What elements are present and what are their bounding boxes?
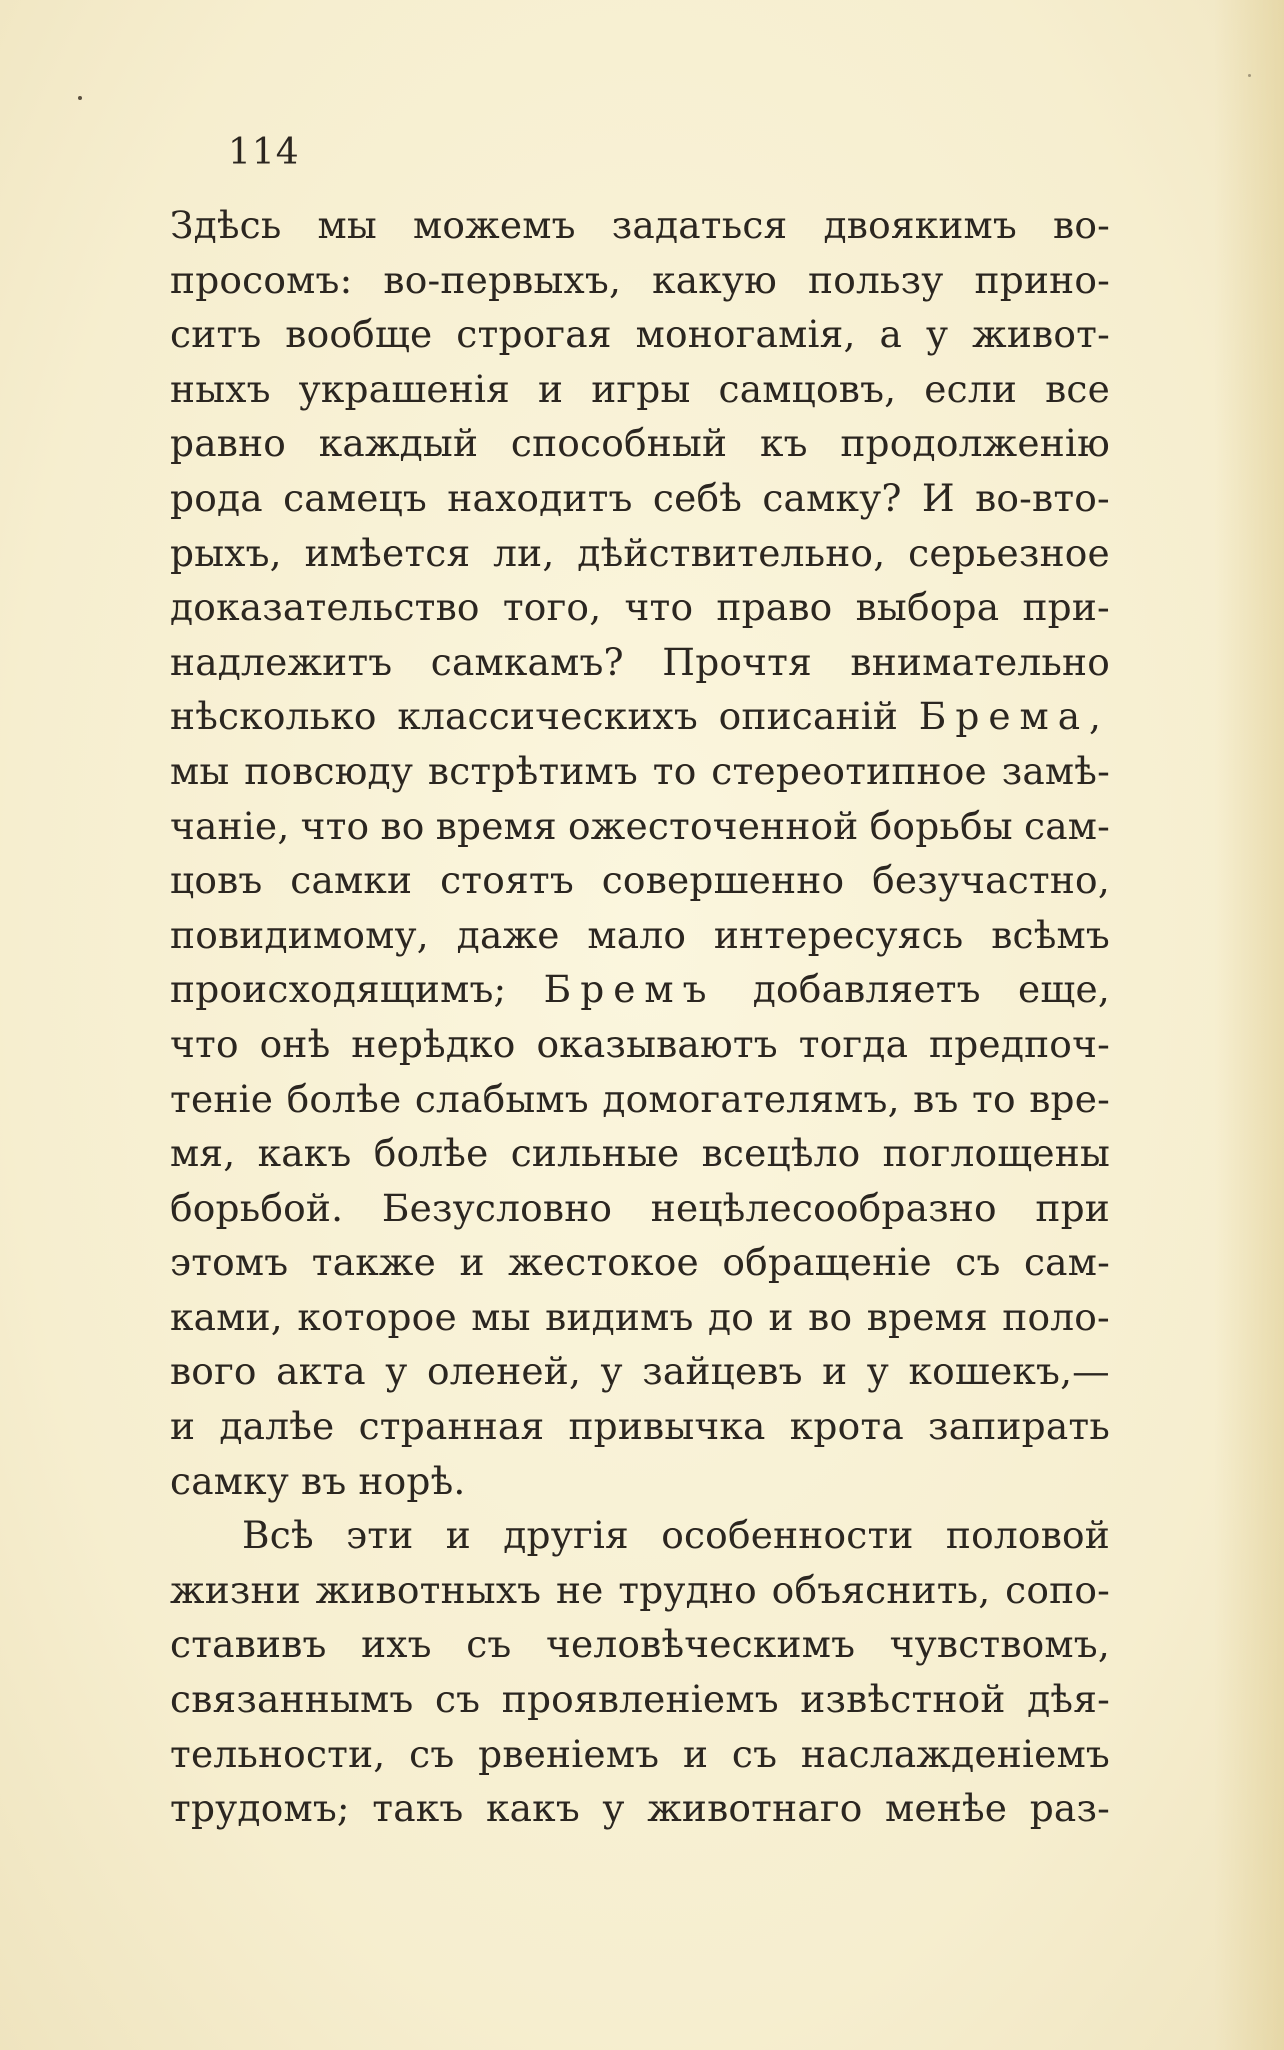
text-line [170, 1508, 1110, 1563]
word: также [311, 1240, 437, 1285]
word: право [716, 585, 833, 630]
word: тельности, [170, 1731, 386, 1776]
word: мы [170, 748, 230, 793]
word: животнаго [647, 1786, 863, 1831]
word: въ [301, 1458, 347, 1503]
text-line [170, 362, 1110, 417]
word: кошекъ,— [908, 1349, 1110, 1394]
text-line [170, 1017, 1110, 1072]
word: ныхъ [170, 366, 271, 411]
word: особенности [661, 1513, 914, 1558]
word: при- [1022, 585, 1110, 630]
word: съ [955, 1240, 1001, 1285]
word: къ [759, 421, 808, 466]
word: классическихъ [397, 694, 698, 739]
word: наслажденіемъ [800, 1731, 1110, 1776]
word: сопо- [1005, 1567, 1110, 1612]
text-line [170, 1563, 1110, 1618]
word: двоякимъ [823, 203, 1017, 247]
word: этомъ [170, 1240, 289, 1285]
text-line [170, 1344, 1110, 1399]
word: интересуясь [713, 912, 964, 957]
word: дѣйствительно, [577, 530, 886, 575]
word: равно [170, 421, 287, 466]
word: животныхъ [315, 1567, 542, 1612]
word: а [879, 312, 903, 357]
word: теніе [170, 1076, 274, 1121]
word: сам- [1024, 803, 1110, 848]
word: Здѣсь [170, 203, 282, 247]
word: мы [471, 1294, 531, 1339]
word: и [538, 366, 564, 411]
word: даже [456, 912, 560, 957]
word: что [300, 803, 370, 848]
text-line [170, 689, 1110, 744]
word: еще, [1018, 967, 1110, 1012]
word: стереотипное [711, 748, 987, 793]
word: вообще [285, 312, 433, 357]
word: во- [1053, 203, 1110, 247]
text-line [170, 962, 1110, 1017]
word: всѣмъ [991, 912, 1110, 957]
word: крота [789, 1404, 904, 1449]
word: самкамъ? [430, 639, 624, 684]
word: Всѣ [242, 1513, 314, 1558]
text-line [170, 1072, 1110, 1127]
word: связаннымъ [170, 1677, 414, 1722]
word: и [822, 1349, 848, 1394]
word: Безусловно [381, 1185, 613, 1230]
word: въ [913, 1076, 959, 1121]
word: норѣ. [358, 1458, 466, 1503]
word: съ [466, 1622, 512, 1667]
word: во-вто- [975, 475, 1110, 520]
word: раз- [1029, 1786, 1110, 1831]
word: себѣ [652, 475, 743, 520]
word: и [459, 1240, 485, 1285]
word: зайцевъ [642, 1349, 803, 1394]
word: вре- [1029, 1076, 1110, 1121]
word: замѣ- [1001, 748, 1110, 793]
word: борьбы [869, 803, 1013, 848]
word: нѣсколько [170, 694, 377, 739]
word: игры [591, 366, 691, 411]
word: самки [290, 858, 413, 903]
text-line [170, 307, 1110, 362]
word: прино- [974, 257, 1110, 302]
word: рвеніемъ [478, 1731, 660, 1776]
text-line [170, 744, 1110, 799]
word: то [972, 1076, 1016, 1121]
word: надлежитъ [170, 639, 393, 684]
text-line [170, 1399, 1110, 1454]
text-line [170, 1126, 1110, 1181]
word: происходящимъ; [170, 967, 507, 1012]
text-line [170, 526, 1110, 581]
text-line [170, 1781, 1110, 1836]
word: имѣется [304, 530, 471, 575]
word: способный [510, 421, 728, 466]
word: трудно [618, 1567, 757, 1612]
text-line [170, 1454, 1110, 1509]
word: нерѣдко [351, 1021, 516, 1066]
word: у [866, 1349, 890, 1394]
text-line [170, 635, 1110, 690]
word: предпоч- [929, 1021, 1110, 1066]
word: рыхъ, [170, 530, 282, 575]
word: половой [945, 1513, 1110, 1558]
word: если [924, 366, 1018, 411]
word: стоятъ [440, 858, 574, 903]
word: время [435, 803, 557, 848]
word: человѣческимъ [545, 1622, 856, 1667]
word: какъ [485, 1786, 580, 1831]
word: самку [170, 1458, 290, 1503]
word: трудомъ; [170, 1786, 350, 1831]
word: и [682, 1731, 709, 1776]
word: во [808, 1294, 853, 1339]
word: оленей, [427, 1349, 582, 1394]
word: можемъ [413, 203, 576, 247]
word: акта [276, 1349, 366, 1394]
word: самецъ [283, 475, 427, 520]
word: чувствомъ, [889, 1622, 1110, 1667]
text-line [170, 908, 1110, 963]
word: съ [409, 1731, 455, 1776]
word: которое [297, 1294, 457, 1339]
word: доказательство [170, 585, 480, 630]
word: до [708, 1294, 755, 1339]
body-text [170, 198, 1110, 1836]
word: все [1045, 366, 1110, 411]
text-line [170, 1617, 1110, 1672]
word: просомъ: [170, 257, 353, 302]
word: совершенно [601, 858, 845, 903]
text-line [170, 253, 1110, 308]
word: описаній [718, 694, 899, 739]
word: украшенія [298, 366, 511, 411]
word: не [555, 1567, 604, 1612]
word: ставивъ [170, 1622, 327, 1667]
word: безучастно, [872, 858, 1110, 903]
word: съ [731, 1731, 778, 1776]
text-line [170, 1672, 1110, 1727]
word: серьезное [908, 530, 1110, 575]
word: у [600, 1349, 623, 1394]
word: Прочтя [662, 639, 812, 684]
word: что [624, 585, 694, 630]
word: самку? [762, 475, 902, 520]
word: далѣе [219, 1404, 335, 1449]
word: время [866, 1294, 988, 1339]
word: чаніе, [170, 803, 290, 848]
word: цовъ [170, 858, 263, 903]
ink-speck [1248, 74, 1251, 77]
word: слабымъ [414, 1076, 589, 1121]
word: ками, [170, 1294, 283, 1339]
page-number: 114 [228, 132, 300, 173]
word: жестокое [508, 1240, 699, 1285]
word: поглощены [882, 1131, 1110, 1176]
word: во [380, 803, 425, 848]
word: странная [358, 1404, 545, 1449]
word: у [385, 1349, 408, 1394]
word: Брема, [918, 694, 1110, 739]
word: ли, [493, 530, 555, 575]
word: видимъ [545, 1294, 694, 1339]
word: самцовъ, [718, 366, 897, 411]
word: борьбой. [170, 1185, 344, 1230]
word: и [170, 1404, 196, 1449]
word: другія [503, 1513, 629, 1558]
text-line [170, 198, 1110, 253]
word: каждый [318, 421, 479, 466]
word: мя, [170, 1131, 236, 1176]
word: внимательно [850, 639, 1110, 684]
word: ситъ [170, 312, 262, 357]
word: задаться [611, 203, 788, 247]
text-line [170, 1181, 1110, 1236]
word: такъ [372, 1786, 464, 1831]
word: эти [346, 1513, 414, 1558]
word: и [445, 1513, 471, 1558]
ink-speck [78, 96, 82, 100]
word: И [921, 475, 955, 520]
text-line [170, 799, 1110, 854]
word: то [652, 748, 697, 793]
text-line [170, 1727, 1110, 1782]
word: строгая [456, 312, 612, 357]
word: дѣя- [1027, 1677, 1110, 1722]
word: онѣ [259, 1021, 331, 1066]
word: выбора [855, 585, 1000, 630]
word: рода [170, 475, 263, 520]
word: того, [502, 585, 602, 630]
word: сам- [1023, 1240, 1110, 1285]
word: моногамія, [635, 312, 856, 357]
word: болѣе [286, 1076, 402, 1121]
text-line [170, 1235, 1110, 1290]
word: пользу [808, 257, 944, 302]
word: объяснить, [771, 1567, 991, 1612]
word: и [768, 1294, 794, 1339]
text-line [170, 853, 1110, 908]
word: у [602, 1786, 625, 1831]
word: всецѣло [701, 1131, 861, 1176]
word: привычка [568, 1404, 766, 1449]
word: находитъ [447, 475, 633, 520]
word: запирать [928, 1404, 1110, 1449]
word: мы [317, 203, 377, 247]
word: какую [652, 257, 778, 302]
word: встрѣтимъ [427, 748, 638, 793]
page-edge-shadow [1214, 0, 1284, 2050]
word: Бремъ [543, 967, 716, 1012]
word: нецѣлесообразно [650, 1185, 997, 1230]
word: добавляетъ [752, 967, 981, 1012]
text-line [170, 416, 1110, 471]
word: домогателямъ, [602, 1076, 900, 1121]
word: тогда [798, 1021, 909, 1066]
word: живот- [972, 312, 1110, 357]
word: повидимому, [170, 912, 429, 957]
word: поло- [1002, 1294, 1110, 1339]
word: жизни [170, 1567, 301, 1612]
word: при [1035, 1185, 1110, 1230]
text-line [170, 1290, 1110, 1345]
word: повсюду [244, 748, 414, 793]
word: сильные [510, 1131, 680, 1176]
text-line [170, 580, 1110, 635]
word: у [926, 312, 949, 357]
word: болѣе [373, 1131, 489, 1176]
word: менѣе [885, 1786, 1008, 1831]
word: ожесточенной [567, 803, 859, 848]
text-line [170, 471, 1110, 526]
word: продолженію [840, 421, 1110, 466]
word: обращеніе [722, 1240, 932, 1285]
word: вого [170, 1349, 257, 1394]
word: ихъ [361, 1622, 432, 1667]
word: что [170, 1021, 239, 1066]
word: оказываютъ [536, 1021, 778, 1066]
word: мало [587, 912, 687, 957]
word: съ [434, 1677, 481, 1722]
word: какъ [257, 1131, 352, 1176]
word: извѣстной [800, 1677, 1006, 1722]
word: во-первыхъ, [383, 257, 622, 302]
word: проявленіемъ [501, 1677, 779, 1722]
